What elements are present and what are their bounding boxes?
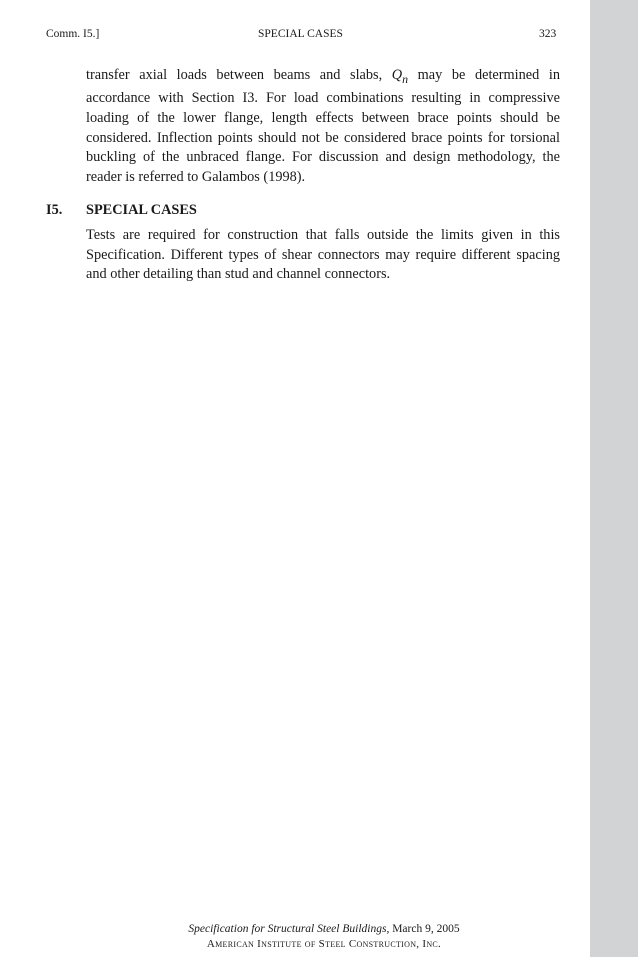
paragraph-text-end: may be determined in accordance with Section I3. For load combinations resulting in compressive loading of the lower flange, length effects between brace points should be considered. Inflection points should not be considered brace points for torsional buckling of the unbraced flange. For discussion and design methodology, the reader is referred to Galambos (1998). [86, 67, 560, 185]
section-heading [46, 201, 197, 219]
section-number: I5. [46, 202, 63, 218]
footer-spec-title: Specification for Structural Steel Buildings, [188, 923, 390, 935]
body-paragraph-special-cases: Tests are required for construction that falls outside the limits given in this Specification. Different types of shear connectors may require different spacing and other detailing than stud and channel connectors. [86, 227, 560, 283]
running-head-section-ref: Comm. I5.] [46, 28, 100, 40]
footer-date: March 9, 2005 [389, 923, 460, 935]
footer-spec-line [134, 922, 514, 936]
symbol-q: Q [391, 67, 403, 83]
page-number: 323 [539, 28, 557, 40]
footer-publisher: American Institute of Steel Construction, Inc. [206, 938, 442, 950]
paragraph-text-start: transfer axial loads between beams and slabs, [86, 67, 392, 83]
page-edge-strip [590, 0, 638, 957]
running-head-title: SPECIAL CASES [258, 28, 343, 40]
body-paragraph-continuation [86, 66, 560, 187]
symbol-q-subscript: n [402, 71, 409, 86]
section-title: SPECIAL CASES [86, 202, 197, 218]
